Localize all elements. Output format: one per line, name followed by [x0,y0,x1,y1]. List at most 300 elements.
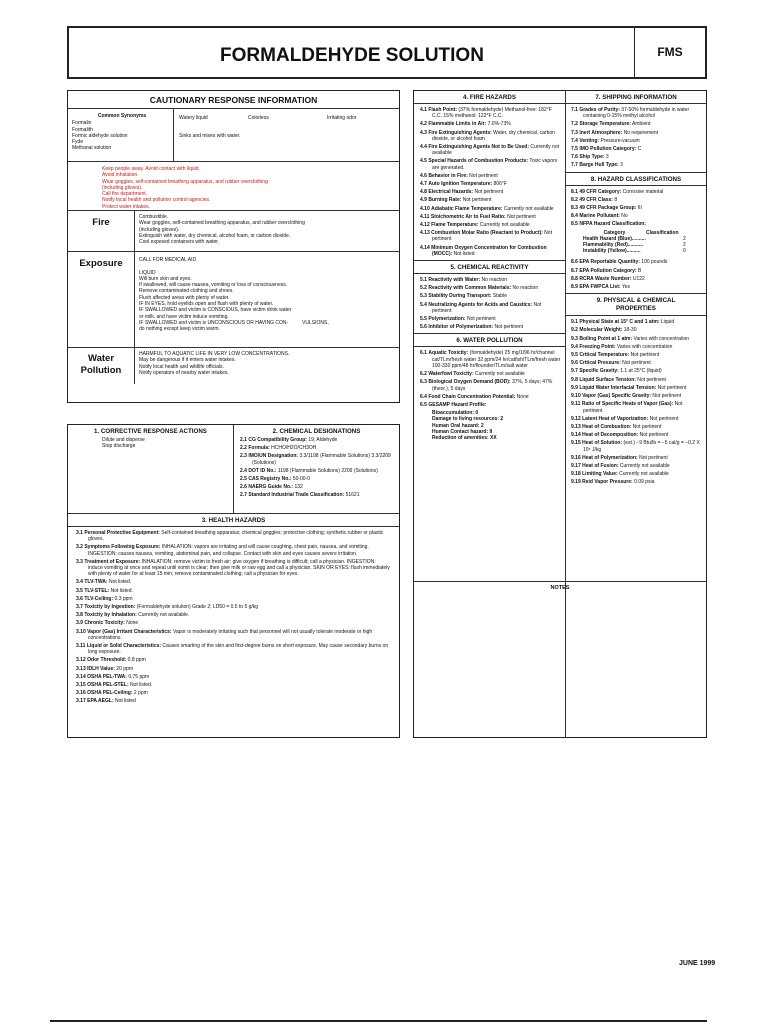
property-entry [571,377,703,383]
entry-value: Currently not available [478,222,530,229]
entry-number: 2.1 [240,437,247,443]
corrective-line: Dilute and disperse [102,437,145,443]
exposure-label: Exposure [79,258,123,269]
entry-label: Heat of Combustion: [582,423,632,430]
entry-label: CG Compatibility Group: [248,437,307,443]
entry-number: 9.16 [571,454,581,461]
entry-number: 4.12 [420,222,430,229]
exposure-line: Remove contaminated clothing and shoes. [139,288,234,295]
designation-entry [240,437,395,443]
entry-label: Grades of Purity: [579,107,620,113]
fire-hazard-entry [420,189,562,195]
entry-value: Pressure-vacuum [599,137,640,144]
property-entry [571,393,703,399]
entry-label: Standard Industrial Trade Classification: [248,492,345,499]
water-pollution-entry [420,394,562,400]
entry-value: 7.0%-73% [486,121,511,128]
entry-number: 9.2 [571,327,578,334]
entry-value: 3.3/1198 (Flammable Solutions) 3.3/2209 (Solutions) [252,453,391,466]
entry-number: 4.10 [420,205,430,212]
entry-value: (37% formaldehyde) Methanol-free: 182°F C.C. 15% methanol: 122°F C.C. [432,107,552,120]
entry-value: B [636,267,642,274]
nfpa-category: Instability (Yellow).......... [583,248,641,255]
entry-label: Neutralizing Agents for Acids and Caustics: [428,301,533,308]
entry-label: IDLH Value: [87,665,115,672]
exposure-line: IF IN EYES, hold eyelids open and flush with plenty of water. [139,301,274,308]
entry-value: Not pertinent [629,352,660,359]
reactivity-entry [420,324,562,330]
entry-number: 2.7 [240,492,247,499]
entry-number: 9.8 [571,376,578,383]
entry-value: HCHO/H2O/CH3OH [269,445,317,452]
entry-number: 4.8 [420,189,427,196]
entry-label: Formula: [248,445,270,452]
properties-heading [566,293,706,316]
entry-value: 37-50% formaldehyde in water containing 0-15% methyl alcohol [583,107,690,120]
classification-entry [571,259,703,265]
entry-label: Special Hazards of Combustion Products: [428,158,529,165]
health-entry [76,612,391,618]
entry-label: Barge Hull Type: [579,162,619,169]
notes-label: NOTES [550,585,570,591]
entry-number: 9.11 [571,401,581,408]
entry-label: Physical State at 15° C and 1 atm: [579,319,660,326]
entry-label: Behavior in Fire: [428,172,468,179]
entry-value: 0.75 ppm [126,673,150,680]
warning-line: (including gloves). [102,184,143,191]
property-entry [571,319,703,325]
exposure-line: Flush affected areas with plenty of water. [139,294,230,301]
entry-value: Not pertinent [493,324,524,331]
title-box [67,26,707,79]
property-entry [571,360,703,366]
water-pollution-label [68,353,134,377]
bottom-border [50,1020,707,1022]
fire-row [68,211,399,252]
entry-number: 9.9 [571,384,578,391]
designations-heading: 2. CHEMICAL DESIGNATIONS [272,428,361,435]
gesamp-line: Bioaccumulation: 0 [432,410,479,417]
entry-number: 5.6 [420,324,427,331]
exposure-row [68,252,399,348]
entry-number: 3.12 [76,657,86,664]
chemical-code: FMS [657,45,683,59]
entry-number: 3.11 [76,643,86,650]
health-entry [76,674,391,680]
exposure-line: CALL FOR MEDICAL AID. [139,257,198,263]
entry-label: Toxicity by Inhalation: [84,612,137,619]
health-entry [76,588,391,594]
nfpa-row [583,248,700,254]
cautionary-box [67,90,400,403]
entry-label: EPA FWPCA List: [579,284,621,291]
entry-number: 8.5 [571,221,578,228]
synonyms-row [68,109,399,162]
reactivity-entry [420,293,562,299]
entry-value: Not pertinent [505,213,536,220]
color: Colorless [248,115,269,121]
behavior: Sinks and mixes with water. [179,133,241,139]
synonym-divider [173,109,174,161]
nfpa-value: 2 [683,235,686,242]
fire-hazard-entry [420,222,562,228]
entry-label: Fire Extinguishing Agents: [428,129,492,136]
entry-number: 3.7 [76,604,83,611]
entry-number: 3.13 [76,665,86,672]
entry-number: 3.9 [76,620,83,627]
corrective-line: Stop discharge [102,443,136,450]
entry-number: 4.7 [420,181,427,188]
fire-hazard-entry [420,107,562,119]
entry-label: Aquatic Toxicity: [428,350,469,357]
entry-value: No reaction [511,285,539,292]
entry-number: 9.15 [571,440,581,447]
entry-number: 6.1 [420,350,427,357]
property-entry [571,440,703,452]
entry-label: Molecular Weight: [579,327,623,334]
entry-value: Corrosive material [621,188,664,195]
entry-number: 3.4 [76,579,83,586]
entry-value: 1.1 at 25°C (liquid) [618,368,662,375]
entry-value: None [124,620,139,627]
reactivity-entry [420,302,562,314]
fire-hazard-entry [420,144,562,156]
entry-label: Adiabatic Flame Temperature: [431,205,503,212]
entry-number: 7.4 [571,137,578,144]
nfpa-table [566,230,706,257]
water-pollution-row [68,348,399,384]
entry-value: Causes smarting of the skin and first-degree burns on short exposure. May cause secondary burns on long exposure. [88,643,389,656]
entry-label: Flammable Limits in Air: [428,121,487,128]
entry-value: 37%, 5 days; 47% (theor.), 5 days [432,379,553,392]
entry-label: RCRA Waste Number: [579,275,632,282]
shipping-entry [571,162,703,168]
entry-value: 0.8 ppm [126,657,146,664]
fire-instructions [139,214,305,245]
entry-label: TLV-TWA: [84,579,108,586]
property-entry [571,368,703,374]
entry-label: Specific Gravity: [579,368,619,375]
entry-value: Not pertinent [635,376,666,383]
entry-value: 18-30 [622,327,637,334]
entry-value: 50-00-0 [291,476,311,483]
entry-label: OSHA PEL-TWA: [87,673,127,680]
entry-value: 8 [612,196,618,203]
properties-heading-line: 9. PHYSICAL & CHEMICAL [596,297,676,305]
entry-value: Not listed. [107,579,132,586]
entry-value: (formaldehyde) 25 mg/1/96 hr/channel cat/TLm/fresh water 32 ppm/24 hr/catfish/TLm/fresh water 100-330 ppm/48 hr/flounder/TLm/salt water [432,350,561,369]
entry-value: Currently not available [432,144,560,157]
designation-entry [240,492,395,498]
entry-number: 4.14 [420,244,430,251]
entry-value: 2 ppm [132,690,148,697]
corrective-list [68,437,233,450]
entry-value: Not pertinent [432,230,552,243]
entry-label: Stoichometric Air to Fuel Ratio: [430,213,506,220]
entry-number: 9.6 [571,360,578,367]
fire-line: (including gloves). [139,226,180,233]
health-entry [76,530,391,542]
designation-entry [240,468,395,474]
right-col-a [414,91,565,441]
synonym: Formalin [72,120,92,127]
designation-entry [240,484,395,490]
entry-value: Water, dry chemical, carbon dioxide, or alcohol foam [432,129,555,142]
entry-number: 7.2 [571,121,578,128]
entry-number: 4.11 [420,213,430,220]
entry-number: 9.1 [571,319,578,326]
entry-value: Varies with concentration [615,343,673,350]
entry-number: 9.12 [571,415,581,422]
entry-value: Not pertinent [467,172,498,179]
entry-value: No reaction [480,277,508,284]
odor: Irritating odor [327,115,357,121]
appearance: Watery liquid [179,115,208,121]
entry-number: 9.5 [571,352,578,359]
entry-value: Not pertinent [473,189,504,196]
entry-value: C [636,146,642,153]
entry-value: Not pertinent [620,360,651,367]
health-list [68,527,399,705]
entry-label: IMO/UN Designation: [248,453,299,460]
entry-value: Not listed. [109,587,133,594]
entry-number: 5.2 [420,285,427,292]
entry-number: 6.5 [420,401,427,408]
entry-value: (Formaldehyde solution) Grade 2; LD50 = 0.5 to 5 g/kg [135,604,259,611]
entry-value: Not pertinent [651,393,682,400]
entry-value: Not pertinent [656,384,687,391]
entry-number: 9.14 [571,432,581,439]
water-label-line: Water [87,353,115,364]
entry-number: 8.6 [571,259,578,266]
entry-value: 19; Aldehyde [306,437,338,443]
entry-number: 8.1 [571,188,578,195]
entry-value: Not pertinent [631,423,662,430]
entry-value: INHALATION: vapors are irritating and will cause coughing, chest pain, nausea, and vomiting. INGESTION: causes nausea, vomiting, abdominal pain, and collapse. Contact with skin and eyes causes severe irritation. [88,544,369,557]
fire-hazard-entry [420,230,562,242]
gesamp-line: Damage to living resources: 2 [432,416,504,423]
health-entry [76,559,391,578]
entry-value: Currently not available. [136,612,190,619]
reactivity-entry [420,277,562,283]
date-label: JUNE 1999 [679,960,716,967]
property-entry [571,424,703,430]
entry-label: Heat of Fusion: [582,462,619,469]
property-entry [571,479,703,485]
health-entry [76,698,391,704]
entry-label: Ratio of Specific Heats of Vapor (Gas): [581,401,674,408]
synonym: Formic aldehyde solution [72,132,128,139]
entry-label: Heat of Solution: [582,440,623,447]
property-entry [571,401,703,413]
entry-value: Not listed [113,698,136,705]
entry-number: 9.17 [571,462,581,469]
entry-value: Not pertinent [583,401,683,414]
water-pollution-heading: 6. WATER POLLUTION [414,333,565,347]
entry-value: 100 pounds [639,259,668,266]
entry-label: Heat of Polymerization: [582,454,638,461]
entry-number: 7.5 [571,146,578,153]
entry-number: 8.9 [571,284,578,291]
reactivity-list [414,274,565,333]
entry-number: 9.13 [571,423,581,430]
entry-number: 3.15 [76,682,86,689]
corrective-actions [68,425,233,450]
properties-list [566,316,706,485]
fire-hazard-entry [420,158,562,170]
fire-hazard-entry [420,197,562,203]
gesamp-line: Human Oral hazard: 2 [432,422,484,429]
property-entry [571,327,703,333]
entry-value: Not pertinent [465,316,496,323]
property-entry [571,471,703,477]
health-entry [76,666,391,672]
page-title: FORMALDEHYDE SOLUTION [220,45,484,66]
exposure-line: If swallowed, will cause nausea, vomiting or loss of consciousness. [139,282,288,289]
row-divider [134,252,135,347]
entry-label: Boiling Point at 1 atm: [579,335,633,342]
entry-number: 9.19 [571,479,581,486]
entry-number: 6.3 [420,379,427,386]
entry-number: 8.8 [571,275,578,282]
entry-value: 1198 (Flammable Solutions) 2209 (Solutions) [276,467,378,474]
warning-line: Wear goggles, self-contained breathing apparatus, and rubber overclothing [102,178,268,185]
exposure-line: Will burn skin and eyes. [139,275,192,282]
entry-value: Not pertinent [638,432,669,439]
fire-hazard-entry [420,181,562,187]
classifications-list-2 [566,256,706,293]
entry-label: NFPA Hazard Classification: [579,221,647,228]
entry-value: Currently not available [618,462,670,469]
entry-number: 8.7 [571,267,578,274]
warning-line: Keep people away. Avoid contact with liquid. [102,166,200,172]
entry-label: Critical Pressure: [579,360,621,367]
nfpa-category-header: Category [603,229,626,236]
entry-number: 8.3 [571,205,578,212]
classification-entry [571,205,703,211]
entry-label: Polymerization: [428,316,466,323]
property-entry [571,416,703,422]
entry-label: 49 CFR Package Group: [579,205,637,212]
water-label-line: Pollution [80,365,122,376]
entry-number: 8.2 [571,196,578,203]
entry-label: TLV-STEL: [84,587,110,594]
entry-value: No requirement [622,129,659,136]
entry-value: None [515,393,529,400]
entry-value: No [619,213,628,220]
water-line: May be dangerous if it enters water intakes. [139,357,236,364]
water-pollution-list [414,347,565,408]
entry-label: Marine Pollutant: [579,213,620,220]
entry-label: Inert Atmosphere: [579,129,623,136]
synonym: Methanal solution [72,145,112,152]
entry-number: 4.3 [420,129,427,136]
entry-value: 3 [604,154,609,161]
entry-label: Minimum Oxygen Concentration for Combustion (MOCC): [431,244,547,257]
entry-label: Biological Oxygen Demand (BOD): [428,379,511,386]
entry-value: 806°F [492,181,507,188]
entry-label: Auto Ignition Temperature: [428,181,493,188]
gesamp-line: Reduction of amenities: XX [432,434,497,441]
entry-number: 4.2 [420,121,427,128]
nfpa-category: Flammability (Red)........... [583,242,644,249]
health-entry [76,643,391,655]
entry-number: 4.9 [420,197,427,204]
classification-entry [571,213,703,219]
row-divider [134,211,135,251]
water-line: Notify operators of nearby water intakes. [139,369,229,376]
fire-hazard-entry [420,206,562,212]
entry-label: GESAMP Hazard Profile: [428,401,487,408]
entry-value: Liquid [659,319,675,326]
right-col-b [566,91,706,488]
property-entry [571,336,703,342]
water-line: HARMFUL TO AQUATIC LIFE IN VERY LOW CONCENTRATIONS. [139,351,290,357]
water-pollution-entry [420,371,562,377]
corrective-heading: 1. CORRECTIVE RESPONSE ACTIONS [94,428,207,435]
entry-number: 3.8 [76,612,83,619]
gesamp-profile [414,410,565,441]
fire-hazard-entry [420,121,562,127]
entry-label: Limiting Value: [582,471,618,478]
entry-value: INHALATION: remove victim to fresh air; give oxygen if breathing is difficult; call a physician. INGESTION: induce vomiting at once and repeat until vomit is clear; then give milk or raw egg and call a physician. SKIN OR EYES: flush immediately with plenty of water for at least 15 min; remove contaminated clothing; call a physician for eyes. [88,558,390,578]
entry-value: Ambient [630,121,651,128]
fire-hazard-entry [420,173,562,179]
entry-label: Freezing Point: [579,343,616,350]
entry-number: 3.17 [76,698,86,705]
entry-number: 9.7 [571,368,578,375]
property-entry [571,455,703,461]
entry-number: 5.3 [420,293,427,300]
entry-value: Yes [620,284,631,291]
entry-number: 7.3 [571,129,578,136]
classification-entry [571,189,703,195]
entry-value: Toxic vapors are generated. [432,158,558,171]
entry-label: Odor Threshold: [87,657,127,664]
entry-number: 3.14 [76,673,86,680]
entry-label: Combustion Molar Ratio (Reactant to Product): [431,230,543,237]
classification-entry [571,197,703,203]
entry-value: Vapor is moderately irritating such that personnel will not usually tolerate moderate or high concentrations. [88,628,373,641]
entry-number: 9.18 [571,471,581,478]
entry-label: Liquid or Solid Characteristics: [86,643,162,650]
entry-value: U122 [631,275,645,282]
entry-number: 4.13 [420,230,430,237]
entry-number: 4.1 [420,107,427,113]
entry-label: Vapor (Gas) Specific Gravity: [582,393,652,400]
synonyms-heading: Common Synonyms [97,113,147,119]
entry-number: 5.1 [420,277,427,284]
shipping-entry [571,121,703,127]
entry-label: EPA Reportable Quantity: [579,259,640,266]
cautionary-heading: CAUTIONARY RESPONSE INFORMATION [68,91,399,109]
entry-label: Venting: [579,137,600,144]
entry-label: Personal Protective Equipment: [84,530,160,536]
notes-section [414,581,706,737]
designation-entry [240,476,395,482]
entry-label: Liquid Water Interfacial Tension: [579,384,657,391]
health-entry [76,579,391,585]
entry-label: Critical Temperature: [579,352,630,359]
entry-number: 2.3 [240,453,247,460]
entry-value: Not listed. [128,682,153,689]
health-entry [76,657,391,663]
entry-number: 3.5 [76,587,83,594]
fire-hazard-entry [420,130,562,142]
entry-label: CAS Registry No.: [248,476,292,483]
entry-value: 3 [618,162,623,169]
entry-label: Flash Point: [428,107,457,113]
